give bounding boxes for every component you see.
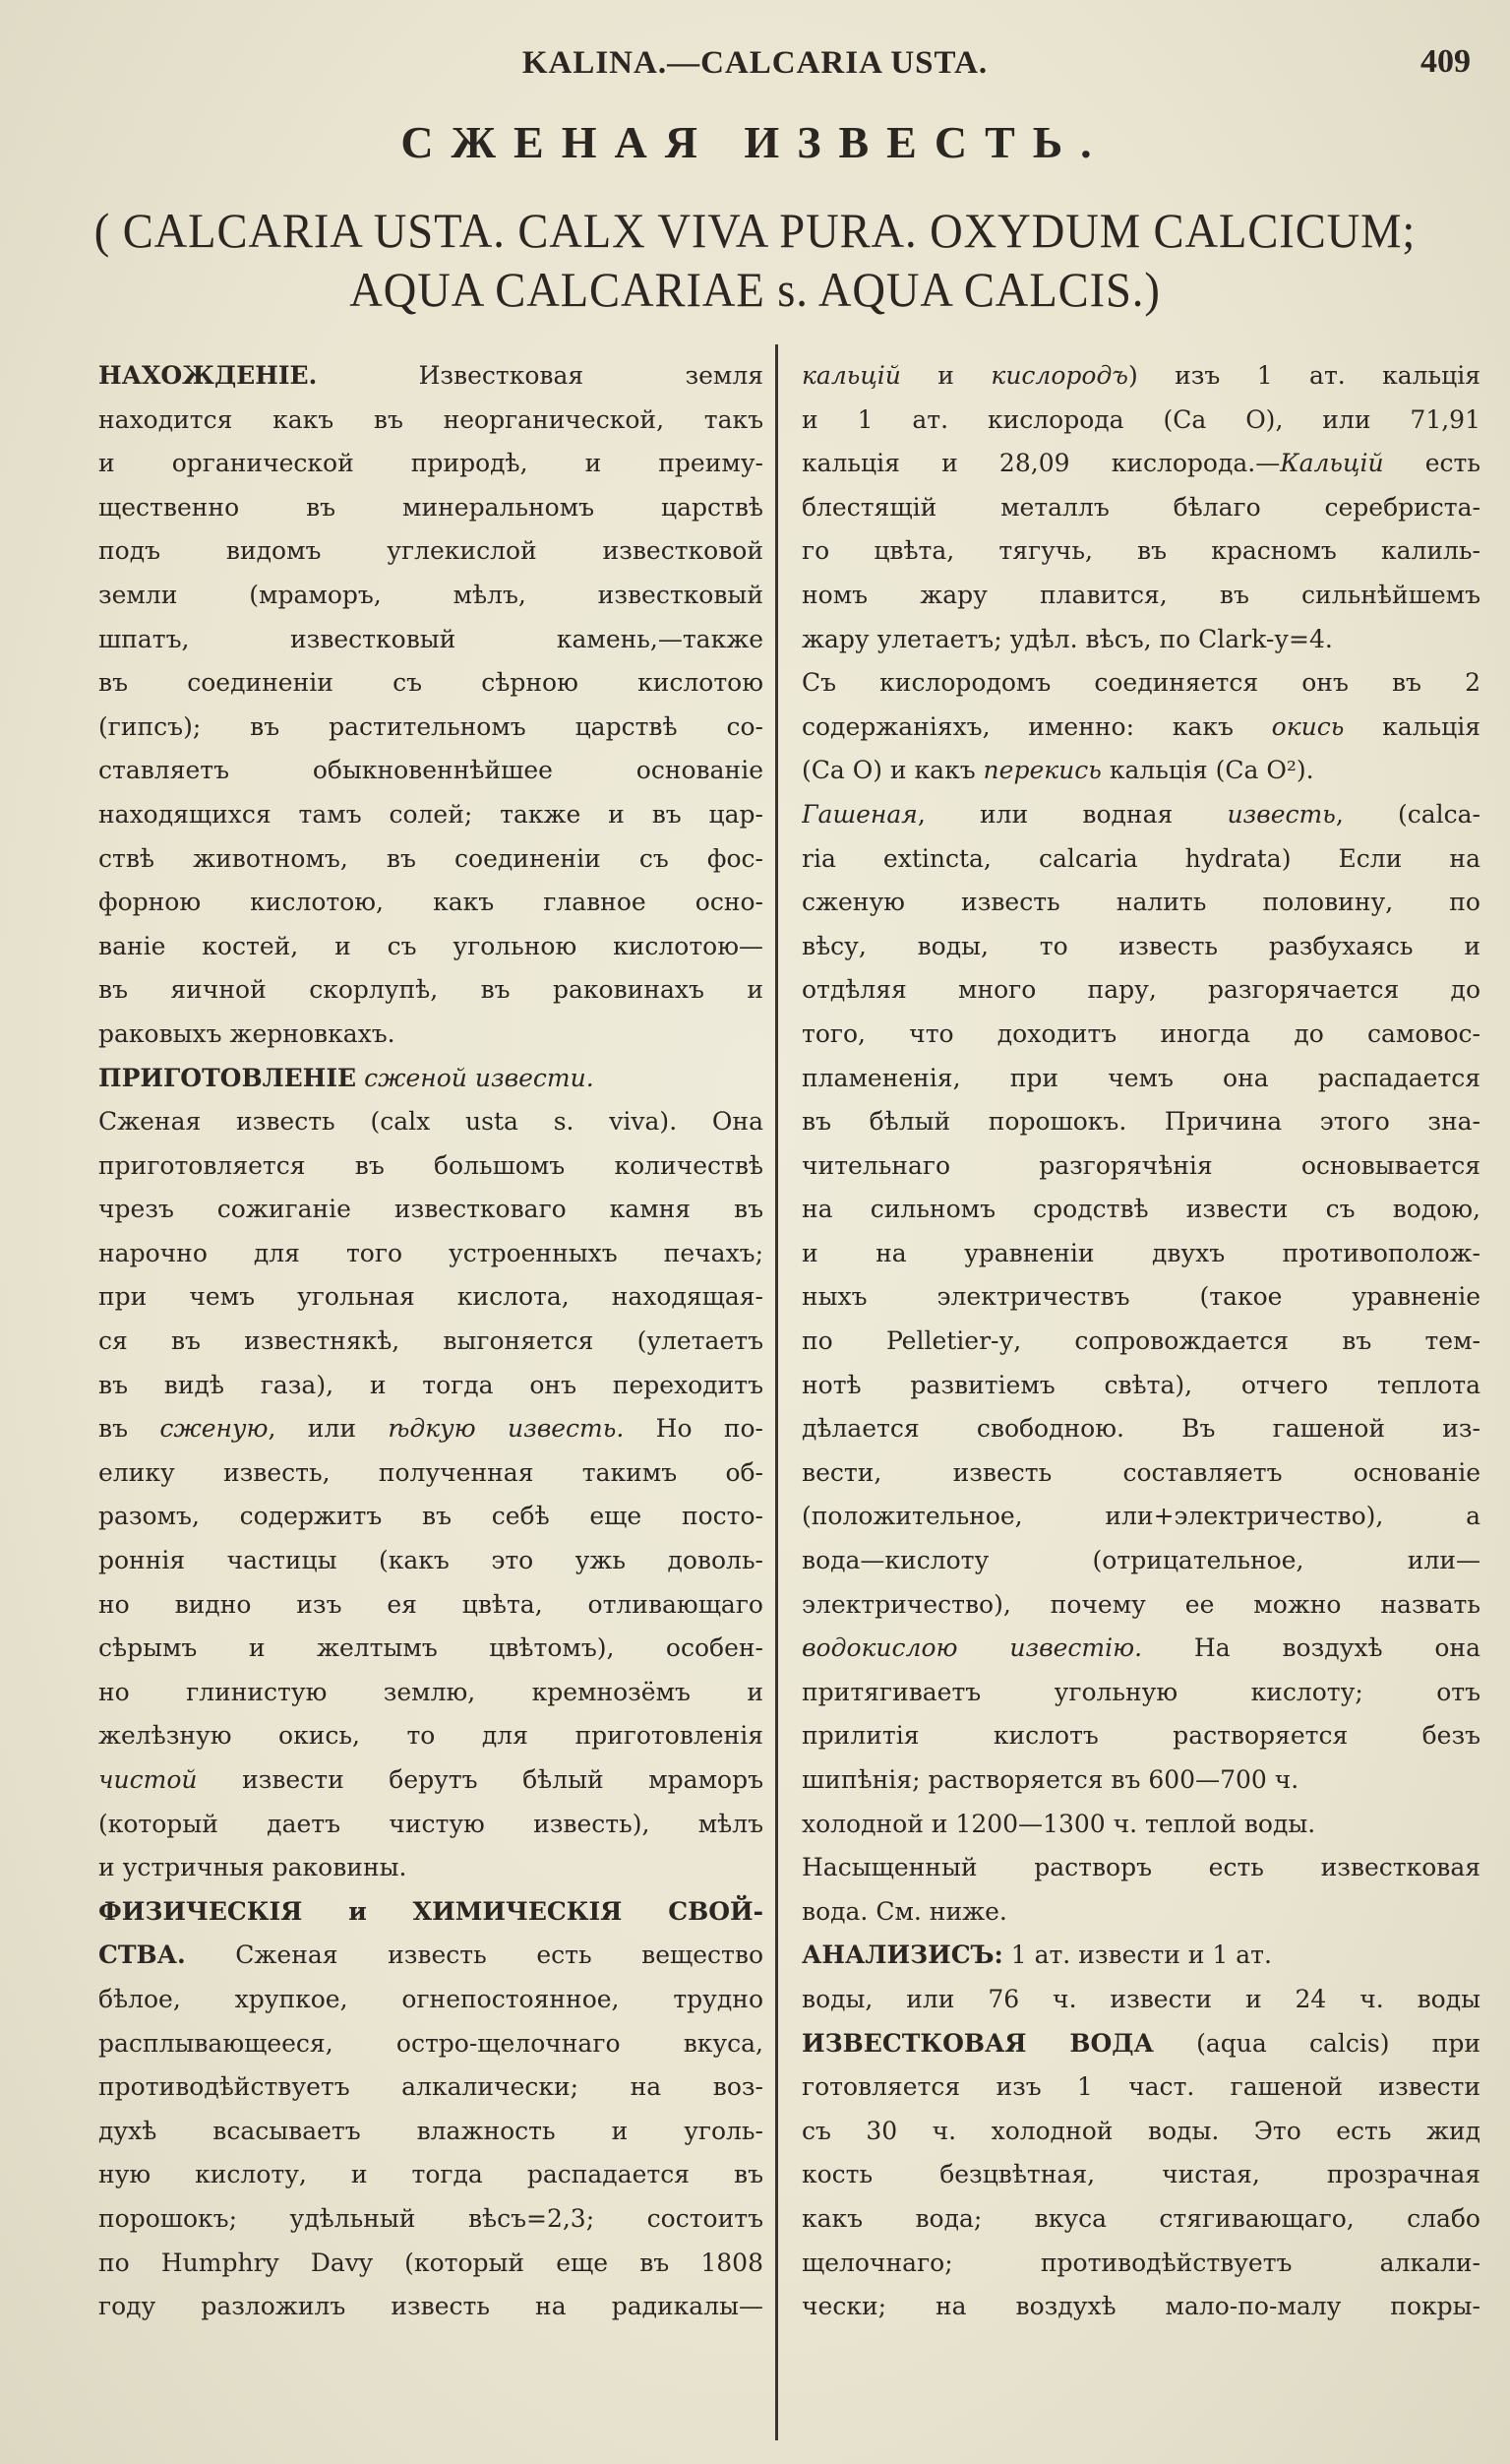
- text-line: [98, 1320, 763, 1364]
- text-run: духѣ всасываетъ влажность и уголь-: [98, 2116, 763, 2145]
- text-run: шипѣнія; растворяется въ 600—700 ч.: [802, 1765, 1299, 1794]
- text-run: притягиваетъ угольную кислоту; отъ: [802, 1677, 1480, 1706]
- bold-run: АНАЛИЗИСЪ:: [802, 1940, 1003, 1970]
- text-run: ствѣ животномъ, въ соединеніи съ фос-: [98, 843, 763, 873]
- text-run: (гипсъ); въ растительномъ царствѣ со-: [98, 711, 763, 741]
- text-run: но видно изъ ея цвѣта, отливающаго: [98, 1589, 763, 1619]
- text-run: шпатъ, известковый камень,—также: [98, 624, 763, 653]
- text-run: Но по-: [624, 1414, 763, 1444]
- text-run: раковыхъ жерновкахъ.: [98, 1018, 395, 1048]
- text-line: [98, 1803, 763, 1847]
- text-line: [98, 618, 763, 662]
- text-run: кость безцвѣтная, чистая, прозрачная: [802, 2160, 1480, 2189]
- text-run: въ соединеніи съ сѣрною кислотою: [98, 668, 763, 698]
- text-line: [802, 1451, 1480, 1496]
- text-line: [98, 1100, 763, 1144]
- bold-run: СТВА.: [98, 1940, 186, 1970]
- text-line: [98, 486, 763, 530]
- text-line: [98, 2242, 763, 2286]
- text-line: [98, 749, 763, 793]
- text-line: [802, 1188, 1480, 1232]
- text-run: ваніе костей, и съ угольною кислотою—: [98, 931, 763, 960]
- text-line: [98, 574, 763, 618]
- text-line: [98, 2065, 763, 2110]
- text-line: [98, 399, 763, 443]
- text-run: Съ кислородомъ соединяется онъ въ 2: [802, 668, 1480, 698]
- text-run: чрезъ сожиганіе известковаго камня въ: [98, 1195, 763, 1224]
- bold-run: НАХОЖДЕНІЕ.: [98, 361, 318, 390]
- text-line: [802, 1364, 1480, 1408]
- text-line: [802, 2285, 1480, 2329]
- text-run: бѣлое, хрупкое, огнепостоянное, трудно: [98, 1984, 763, 2013]
- text-line: [802, 1013, 1480, 1057]
- text-line: [802, 2242, 1480, 2286]
- text-run: году разложилъ известь на радикалы—: [98, 2292, 763, 2321]
- text-line: [98, 442, 763, 486]
- text-line: [802, 1627, 1480, 1671]
- text-line: [98, 1495, 763, 1539]
- text-run: съ 30 ч. холодной воды. Это есть жид: [802, 2116, 1480, 2145]
- text-run: расплывающееся, остро-щелочнаго вкуса,: [98, 2028, 763, 2058]
- text-line: [98, 2153, 763, 2197]
- text-run: того, что доходитъ иногда до самовос-: [802, 1018, 1480, 1048]
- text-run: [356, 1064, 364, 1092]
- text-run: въ бѣлый порошокъ. Причина этого зна-: [802, 1107, 1480, 1137]
- text-line: [802, 2065, 1480, 2110]
- text-line: [802, 749, 1480, 793]
- text-run: нарочно для того устроенныхъ печахъ;: [98, 1238, 763, 1267]
- text-run: готовляется изъ 1 част. гашеной извести: [802, 2072, 1480, 2102]
- text-line: [802, 925, 1480, 969]
- text-run: желѣзную окись, то для приготовленія: [98, 1721, 763, 1751]
- text-run: 1 ат. извести и 1 ат.: [1002, 1940, 1272, 1970]
- text-run: кальція: [1344, 711, 1480, 741]
- text-line: [802, 706, 1480, 750]
- text-run: (aqua calcis) при: [1153, 2028, 1480, 2058]
- text-run: щественно въ минеральномъ царствѣ: [98, 492, 763, 522]
- text-run: на сильномъ сродствѣ извести съ водою,: [802, 1195, 1480, 1224]
- text-line: [802, 1671, 1480, 1715]
- text-run: какъ вода; вкуса стягивающаго, слабо: [802, 2203, 1480, 2233]
- text-line: [98, 706, 763, 750]
- text-run: кальція и 28,09 кислорода.—: [802, 449, 1281, 478]
- text-line: [802, 661, 1480, 706]
- text-line: [802, 1320, 1480, 1364]
- text-line: [98, 1057, 763, 1101]
- text-run: разомъ, содержитъ въ себѣ еще посто-: [98, 1502, 763, 1531]
- text-run: воды, или 76 ч. извести и 24 ч. воды: [802, 1984, 1480, 2013]
- text-run: земли (мраморъ, мѣлъ, известковый: [98, 580, 763, 609]
- text-run: нотѣ развитіемъ свѣта), отчего теплота: [802, 1370, 1480, 1399]
- text-run: На воздухѣ она: [1142, 1633, 1480, 1663]
- text-line: [802, 1934, 1480, 1978]
- text-run: въ яичной скорлупѣ, въ раковинахъ и: [98, 975, 763, 1005]
- running-head: KALINA.—CALCARIA USTA.: [521, 45, 989, 81]
- left-column: [98, 354, 763, 2329]
- text-line: [802, 1232, 1480, 1276]
- bold-run: ПРИГОТОВЛЕНІЕ: [98, 1063, 357, 1092]
- text-line: [802, 1057, 1480, 1101]
- text-run: (положительное, или+электричество), а: [802, 1502, 1480, 1531]
- text-line: [98, 661, 763, 706]
- text-line: [98, 1934, 763, 1978]
- text-line: [98, 925, 763, 969]
- page-number: 409: [1420, 43, 1471, 80]
- italic-run: чистой: [98, 1765, 198, 1794]
- text-run: вода. См. ниже.: [802, 1896, 1007, 1926]
- text-line: [802, 881, 1480, 925]
- text-run: ria extincta, calcaria hydrata) Если на: [802, 843, 1480, 873]
- text-run: пламененія, при чемъ она распадается: [802, 1063, 1480, 1092]
- text-line: [802, 1407, 1480, 1451]
- text-line: [802, 1539, 1480, 1583]
- italic-run: сженой извести.: [364, 1063, 594, 1092]
- text-run: (который даетъ чистую известь), мѣлъ: [98, 1809, 763, 1838]
- text-line: [802, 1714, 1480, 1758]
- text-line: [802, 968, 1480, 1013]
- italic-run: Кальцій: [1280, 449, 1384, 478]
- text-line: [802, 793, 1480, 837]
- text-line: [98, 354, 763, 399]
- text-run: приготовляется въ большомъ количествѣ: [98, 1150, 763, 1180]
- text-run: Сженая известь есть вещество: [185, 1940, 763, 1970]
- text-line: [802, 2110, 1480, 2154]
- text-line: [802, 1144, 1480, 1189]
- latin-name-line: ( CALCARIA USTA. CALX VIVA PURA. OXYDUM CALCICUM;: [93, 203, 1417, 258]
- text-run: находится какъ въ неорганической, такъ: [98, 404, 763, 434]
- text-run: по Pelletier-у, сопровождается въ тем-: [802, 1326, 1480, 1356]
- text-line: [98, 1890, 763, 1935]
- text-run: вода—кислоту (отрицательное, или—: [802, 1546, 1480, 1575]
- text-run: и органической природѣ, и преиму-: [98, 449, 763, 478]
- italic-run: Гашеная: [802, 799, 918, 829]
- text-run: Насыщенный растворъ есть известковая: [802, 1853, 1480, 1882]
- text-line: [98, 1627, 763, 1671]
- latin-name-line: AQUA CALCARIAE s. AQUA CALCIS.): [349, 262, 1161, 317]
- text-run: въ видѣ газа), и тогда онъ переходитъ: [98, 1370, 763, 1399]
- italic-run: окись: [1271, 711, 1345, 741]
- text-line: [98, 1144, 763, 1189]
- text-run: форною кислотою, какъ главное осно-: [98, 888, 763, 917]
- text-line: [98, 529, 763, 574]
- text-line: [802, 1583, 1480, 1628]
- text-line: [98, 2285, 763, 2329]
- italic-run: ѣдкую известь.: [388, 1414, 625, 1444]
- article-title: СЖЕНАЯ ИЗВЕСТЬ.: [400, 117, 1110, 167]
- text-run: жару улетаетъ; удѣл. вѣсъ, по Clark-у=4.: [802, 624, 1333, 653]
- text-line: [98, 793, 763, 837]
- text-run: содержаніяхъ, именно: какъ: [802, 711, 1272, 741]
- italic-run: известь: [1227, 799, 1336, 829]
- text-line: [98, 1013, 763, 1057]
- text-line: [98, 1671, 763, 1715]
- text-run: и: [900, 361, 992, 390]
- text-run: холодной и 1200—1300 ч. теплой воды.: [802, 1809, 1316, 1838]
- text-run: ныхъ электричествъ (такое уравненіе: [802, 1282, 1480, 1312]
- text-run: , (calca-: [1335, 799, 1480, 829]
- text-run: елику известь, полученная такимъ об-: [98, 1457, 763, 1487]
- text-run: сженую известь налить половину, по: [802, 888, 1480, 917]
- text-line: [802, 837, 1480, 882]
- text-run: вѣсу, воды, то известь разбухаясь и: [802, 931, 1480, 960]
- text-line: [98, 2022, 763, 2066]
- text-line: [98, 1364, 763, 1408]
- text-run: при чемъ угольная кислота, находящая-: [98, 1282, 763, 1312]
- text-line: [98, 1714, 763, 1758]
- text-line: [98, 2197, 763, 2242]
- text-run: ную кислоту, и тогда распадается въ: [98, 2160, 763, 2189]
- text-run: по Humphry Davy (который еще въ 1808: [98, 2248, 763, 2277]
- text-line: [98, 1583, 763, 1628]
- bold-run: ИЗВЕСТКОВАЯ ВОДА: [802, 2028, 1154, 2058]
- text-run: подъ видомъ углекислой известковой: [98, 536, 763, 566]
- text-run: но глинистую землю, кремнозёмъ и: [98, 1677, 763, 1706]
- text-line: [802, 2022, 1480, 2066]
- text-run: ся въ известнякѣ, выгоняется (улетаетъ: [98, 1326, 763, 1356]
- text-line: [98, 1407, 763, 1451]
- text-line: [98, 1758, 763, 1803]
- text-line: [802, 1275, 1480, 1320]
- text-line: [802, 574, 1480, 618]
- text-run: и на уравненіи двухъ противополож-: [802, 1238, 1480, 1267]
- text-run: щелочнаго; противодѣйствуетъ алкали-: [802, 2248, 1480, 2277]
- text-run: есть: [1383, 449, 1480, 478]
- text-run: кальція (Ca O²).: [1101, 756, 1314, 785]
- text-line: [98, 1232, 763, 1276]
- italic-run: кальцій: [802, 361, 901, 390]
- text-run: дѣлается свободною. Въ гашеной из-: [802, 1414, 1480, 1444]
- text-line: [802, 1758, 1480, 1803]
- text-run: и устричныя раковины.: [98, 1853, 407, 1882]
- text-run: , или водная: [917, 799, 1228, 829]
- text-line: [802, 529, 1480, 574]
- text-run: чески; на воздухѣ мало-по-малу покры-: [802, 2292, 1480, 2321]
- text-line: [802, 1846, 1480, 1890]
- italic-run: сженую: [159, 1414, 269, 1444]
- text-line: [98, 1451, 763, 1496]
- italic-run: перекись: [983, 756, 1102, 785]
- text-run: въ: [98, 1414, 160, 1444]
- text-run: порошокъ; удѣльный вѣсъ=2,3; состоитъ: [98, 2203, 763, 2233]
- text-run: блестящій металлъ бѣлаго серебриста-: [802, 492, 1480, 522]
- text-line: [802, 354, 1480, 399]
- text-line: [98, 837, 763, 882]
- text-run: электричество), почему ее можно назвать: [802, 1589, 1480, 1619]
- text-line: [98, 1978, 763, 2022]
- text-run: роннія частицы (какъ это ужь доволь-: [98, 1546, 763, 1575]
- text-run: го цвѣта, тягучь, въ красномъ калиль-: [802, 536, 1480, 566]
- text-line: [98, 968, 763, 1013]
- text-line: [802, 1978, 1480, 2022]
- text-run: прилитія кислотъ растворяется безъ: [802, 1721, 1480, 1751]
- text-line: [802, 399, 1480, 443]
- text-run: находящихся тамъ солей; также и въ цар-: [98, 799, 763, 829]
- text-line: [98, 2110, 763, 2154]
- text-run: номъ жару плавится, въ сильнѣйшемъ: [802, 580, 1480, 609]
- text-run: Сженая известь (calx usta s. viva). Она: [98, 1107, 763, 1137]
- text-run: Известковая земля: [317, 361, 763, 390]
- text-run: ) изъ 1 ат. кальція: [1127, 361, 1480, 390]
- text-line: [98, 881, 763, 925]
- text-run: сѣрымъ и желтымъ цвѣтомъ), особен-: [98, 1633, 763, 1663]
- column-divider: [775, 344, 778, 2440]
- right-column: [802, 354, 1480, 2329]
- text-run: отдѣляя много пару, разгорячается до: [802, 975, 1480, 1005]
- text-line: [802, 1803, 1480, 1847]
- text-line: [802, 442, 1480, 486]
- text-run: и 1 ат. кислорода (Ca O), или 71,91: [802, 404, 1480, 434]
- text-run: (Ca O) и какъ: [802, 756, 984, 785]
- text-run: ставляетъ обыкновеннѣйшее основаніе: [98, 756, 763, 785]
- text-run: чительнаго разгорячѣнія основывается: [802, 1150, 1480, 1180]
- text-line: [98, 1539, 763, 1583]
- text-run: извести берутъ бѣлый мраморъ: [197, 1765, 763, 1794]
- text-line: [802, 486, 1480, 530]
- text-line: [802, 1890, 1480, 1935]
- italic-run: водокислою известію.: [802, 1633, 1143, 1663]
- text-line: [98, 1275, 763, 1320]
- bold-run: ФИЗИЧЕСКІЯ и ХИМИЧЕСКІЯ СВОЙ-: [98, 1896, 763, 1926]
- text-line: [802, 618, 1480, 662]
- text-line: [98, 1188, 763, 1232]
- text-line: [802, 1495, 1480, 1539]
- text-line: [802, 2153, 1480, 2197]
- text-run: противодѣйствуетъ алкалически; на воз-: [98, 2072, 763, 2102]
- text-run: , или: [268, 1414, 389, 1444]
- italic-run: кислородъ: [991, 361, 1128, 390]
- text-line: [802, 1100, 1480, 1144]
- text-run: вести, известь составляетъ основаніе: [802, 1457, 1480, 1487]
- text-line: [98, 1846, 763, 1890]
- text-line: [802, 2197, 1480, 2242]
